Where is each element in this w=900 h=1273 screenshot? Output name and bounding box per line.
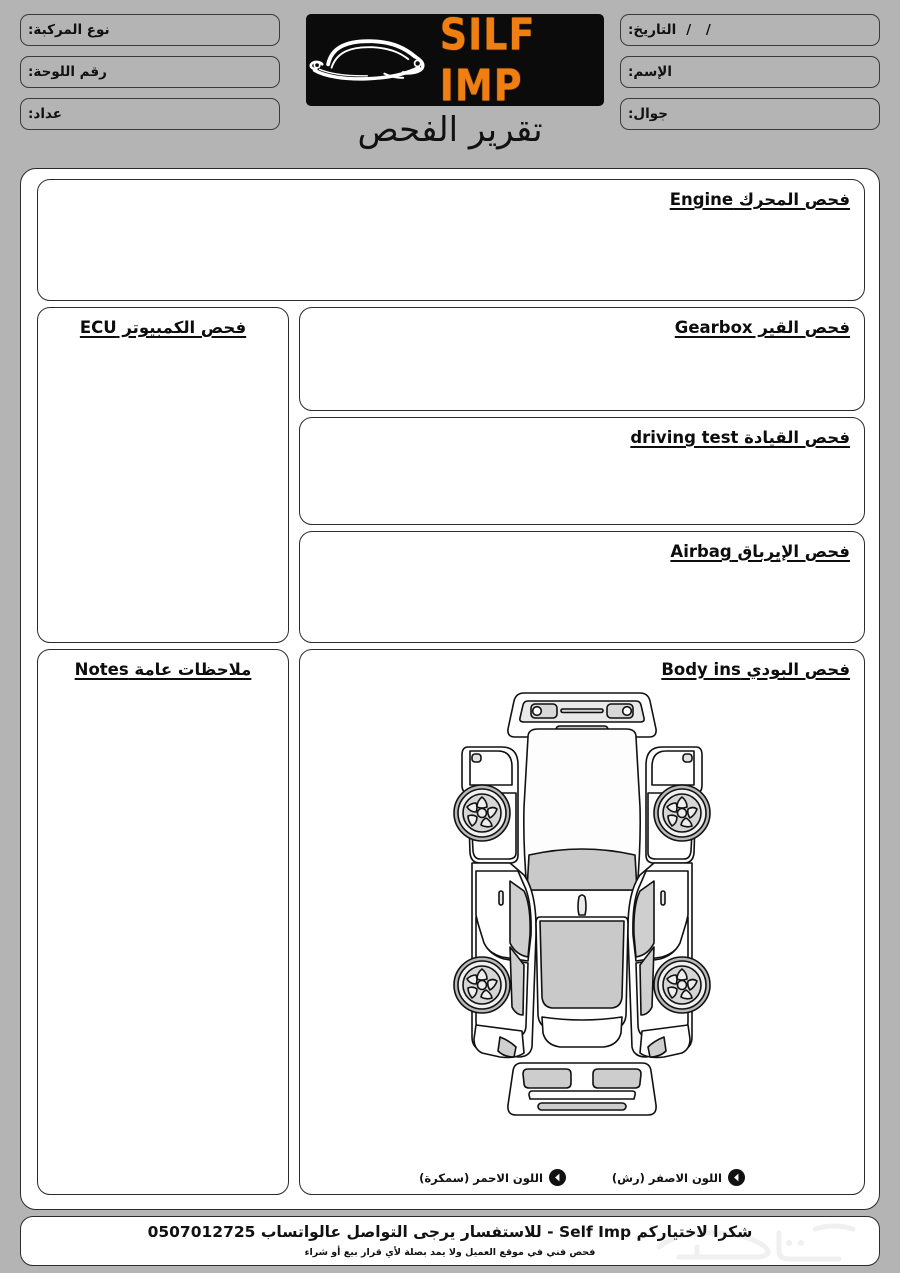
field-plate-number[interactable] <box>20 56 280 88</box>
panel-body-inspection-title: فحص البودي Body ins <box>661 660 850 679</box>
field-vehicle-type-label: نوع المركبة: <box>28 22 110 38</box>
footer-secondary-text: فحص فني في موقع العميل ولا يمد بصلة لأي قرار بيع أو شراء <box>304 1247 596 1258</box>
panel-notes[interactable] <box>37 649 289 1195</box>
panel-airbag[interactable] <box>299 531 865 643</box>
brand-logo <box>306 14 604 106</box>
legend-item-red-label: اللون الاحمر (سمكرة) <box>419 1170 543 1185</box>
panel-engine-title: فحص المحرك Engine <box>669 190 850 209</box>
panel-airbag-title: فحص الإيرباق Airbag <box>670 542 850 561</box>
arrow-left-circle-icon <box>728 1169 745 1186</box>
legend-item-red[interactable] <box>419 1169 566 1186</box>
page-title: تقرير الفحص <box>357 110 543 150</box>
arrow-left-circle-icon <box>549 1169 566 1186</box>
wheel-rear-right <box>654 957 710 1013</box>
wheel-front-left <box>454 785 510 841</box>
field-vehicle-type[interactable] <box>20 14 280 46</box>
panel-ecu-title: فحص الكمبيوتر ECU <box>79 318 247 337</box>
panel-gearbox-title: فحص القير Gearbox <box>674 318 850 337</box>
panel-gearbox[interactable] <box>299 307 865 411</box>
car-top-view-diagram[interactable] <box>432 685 732 1135</box>
panel-driving-test-title: فحص القيادة driving test <box>630 428 850 447</box>
field-date[interactable] <box>620 14 880 46</box>
car-diagram-container[interactable] <box>300 684 864 1136</box>
legend-item-yellow-label: اللون الاصفر (رش) <box>611 1170 722 1185</box>
panel-body-inspection[interactable] <box>299 649 865 1195</box>
wheel-front-right <box>654 785 710 841</box>
field-customer-name[interactable] <box>620 56 880 88</box>
panel-driving-test[interactable] <box>299 417 865 525</box>
field-plate-number-label: رقم اللوحة: <box>28 64 107 80</box>
car-silhouette-icon <box>306 29 434 91</box>
panel-ecu[interactable] <box>37 307 289 643</box>
panel-engine[interactable] <box>37 179 865 301</box>
report-frame <box>20 168 880 1210</box>
legend-item-yellow[interactable] <box>612 1169 745 1186</box>
logo-wordmark: SILF IMP <box>439 14 536 106</box>
field-odometer-label: عداد: <box>28 106 62 122</box>
field-date-label: التاريخ: <box>628 22 677 38</box>
field-mobile-label: جوال: <box>628 106 668 122</box>
footer <box>20 1216 880 1266</box>
footer-primary-text: شكرا لاختياركم Self Imp - للاستفسار يرجى التواصل عالواتساب 0507012725 <box>147 1223 753 1241</box>
field-customer-name-label: الإسم: <box>628 64 672 80</box>
body-diagram-legend <box>300 1169 864 1186</box>
panel-notes-title: ملاحظات عامة Notes <box>74 660 252 679</box>
field-date-value: / / <box>686 22 716 38</box>
wheel-rear-left <box>454 957 510 1013</box>
